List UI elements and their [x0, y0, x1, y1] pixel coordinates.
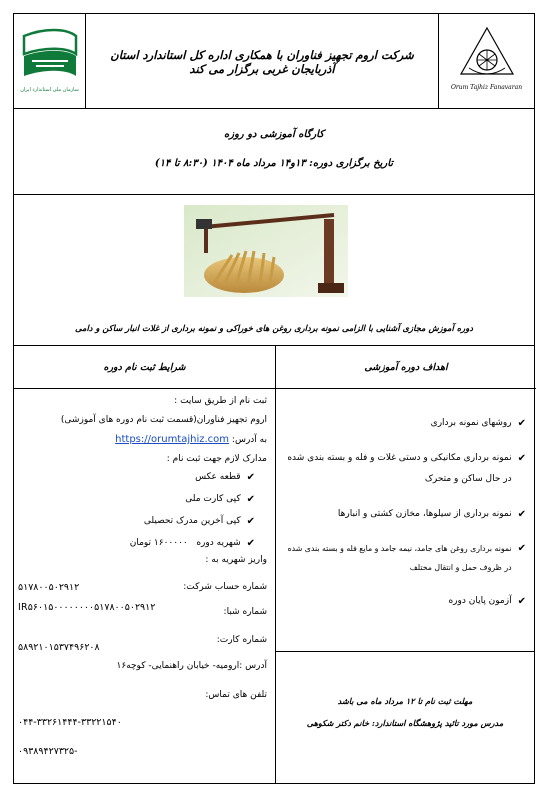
- registration-heading: شرایط ثبت نام دوره: [14, 346, 276, 389]
- company-logo-icon: [439, 14, 535, 109]
- checkmark-icon: ✔: [517, 453, 526, 464]
- instructor: مدرس مورد تائید پژوهشگاه استاندارد: خانم دکتر شکوهی: [306, 718, 504, 728]
- company-logo-caption: Orum Tajhiz Fanavaran: [450, 84, 523, 91]
- goals-panel: [276, 389, 534, 652]
- doc-item: ✔ کپی کارت ملی: [185, 493, 255, 505]
- registration-deadline: مهلت ثبت نام تا ۱۲ مرداد ماه می باشد: [337, 696, 473, 706]
- registration-site-line: ثبت نام از طریق سایت :: [174, 396, 267, 406]
- registration-site-name: اروم تجهیز فناوران(قسمت ثبت نام دوره های آموزشی): [60, 415, 267, 425]
- course-title: دوره آموزش مجازی آشنایی با الزامی نمونه برداری روغن های خوراکی و نمونه برداری از غلات انبار ساکن و دامی: [75, 323, 473, 333]
- sheba-number: IR۵۶۰۱۵۰۰۰۰۰۰۰۰۵۱۷۸۰۰۵۰۲۹۱۲: [18, 602, 156, 613]
- workshop-info: [14, 109, 534, 195]
- fee-item: ✔ شهریه دوره ۱۶۰۰۰۰۰ تومان: [129, 537, 255, 549]
- checkmark-icon: ✔: [517, 543, 526, 554]
- standard-logo-caption: سازمان ملی استاندارد ایران: [20, 87, 79, 93]
- payment-title: واریز شهریه به :: [205, 555, 267, 565]
- doc-item: ✔ کپی آخرین مدرک تحصیلی: [143, 515, 255, 527]
- checkmark-icon: ✔: [246, 471, 255, 483]
- header-title: شرکت اروم تجهیز فناوران با همکاری اداره کل استاندارد استان آذربایجان غربی برگزار می کند: [110, 47, 414, 76]
- grain-sampler-image: [184, 205, 348, 297]
- goal-item: ✔ نمونه برداری روغن های جامد، نیمه جامد و مایع فله و بسته بندی شده در ظروف حمل و انتقال مختلف: [284, 539, 526, 577]
- phone-numbers: ۰۴۴-۳۳۲۶۱۴۴۴-۳۳۲۲۱۵۴۰: [18, 717, 122, 728]
- goal-item: ✔ آزمون پایان دوره: [284, 591, 526, 612]
- phone-label: تلفن های تماس:: [205, 690, 267, 700]
- course-section: [14, 195, 534, 346]
- sheba-label: شماره شبا:: [223, 607, 267, 617]
- standard-logo: [14, 14, 86, 109]
- registration-address-line: [18, 433, 267, 447]
- mobile-number: ۰۹۳۸۹۴۲۷۳۲۵-: [18, 746, 78, 757]
- checkmark-icon: ✔: [246, 537, 255, 549]
- goal-item: ✔ نمونه برداری از سیلوها، مخازن کشتی و انبارها: [284, 504, 526, 525]
- standard-logo-icon: [14, 14, 86, 109]
- goal-item: ✔ روشهای نمونه برداری: [284, 413, 526, 434]
- address-label: به آدرس:: [231, 435, 267, 445]
- card-number: ۵۸۹۲۱۰۱۵۳۷۴۹۶۲۰۸: [18, 642, 100, 653]
- card-label: شماره کارت:: [216, 635, 267, 645]
- docs-title: مدارک لازم جهت ثبت نام :: [166, 454, 267, 464]
- workshop-date: تاریخ برگزاری دوره: ۱۳و۱۴ مرداد ماه ۱۴۰۴ (۸:۳۰ تا ۱۴): [154, 158, 394, 169]
- checkmark-icon: ✔: [246, 515, 255, 527]
- checkmark-icon: ✔: [517, 596, 526, 607]
- deadline-section: [276, 652, 534, 783]
- company-logo: [438, 14, 534, 109]
- flyer-frame: [13, 13, 535, 784]
- goal-item: ✔ نمونه برداری مکانیکی و دستی غلات و فله و بسته بندی شده در حال ساکن و متحرک: [284, 448, 526, 490]
- fee-value: ۱۶۰۰۰۰۰ تومان: [129, 538, 188, 548]
- account-label: شماره حساب شرکت:: [183, 582, 267, 592]
- checkmark-icon: ✔: [246, 493, 255, 505]
- doc-item: ✔ قطعه عکس: [195, 471, 255, 483]
- account-number: ۵۱۷۸۰۰۵۰۲۹۱۲: [18, 582, 80, 593]
- goals-heading: اهداف دوره آموزشی: [276, 346, 536, 389]
- website-link[interactable]: https://orumtajhiz.com: [115, 434, 230, 445]
- checkmark-icon: ✔: [517, 509, 526, 520]
- checkmark-icon: ✔: [517, 418, 526, 429]
- header: [14, 14, 534, 109]
- company-address: آدرس :ارومیه- خیابان راهنمایی- کوچه۱۶: [116, 661, 267, 671]
- workshop-type: کارگاه آموزشی دو روزه: [224, 129, 324, 140]
- registration-panel: [14, 389, 276, 783]
